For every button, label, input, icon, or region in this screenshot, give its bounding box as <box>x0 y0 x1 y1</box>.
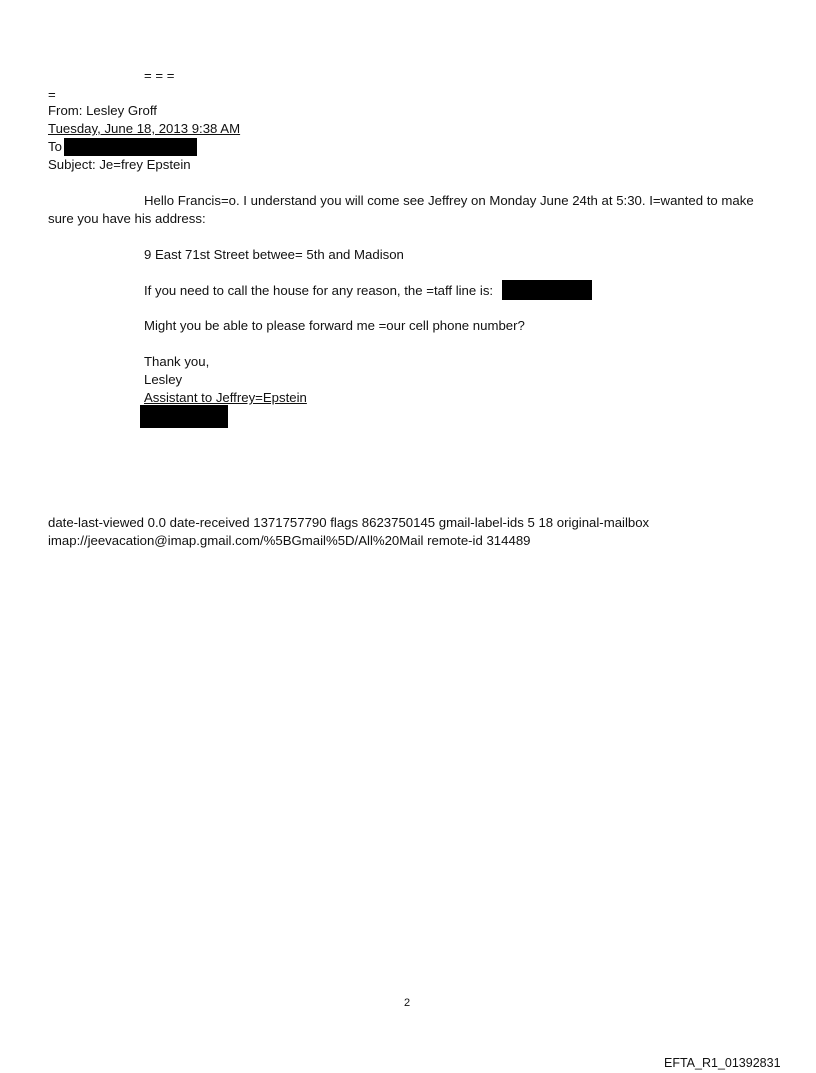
request-line: Might you be able to please forward me =our cell phone number? <box>144 318 525 333</box>
metadata-line-2: imap://jeevacation@imap.gmail.com/%5BGmail%5D/All%20Mail remote-id 314489 <box>48 533 531 548</box>
page-number: 2 <box>404 997 411 1009</box>
redaction-phone <box>502 280 592 300</box>
signature-title: Assistant to Jeffrey=Epstein <box>144 390 307 405</box>
from-line: From: Lesley Groff <box>48 103 157 118</box>
equals-line: = <box>48 87 56 102</box>
metadata-line-1: date-last-viewed 0.0 date-received 1371757790 flags 8623750145 gmail-label-ids 5 18 original-mailbox <box>48 515 650 530</box>
staff-line: If you need to call the house for any reason, the =taff line is: <box>144 283 494 298</box>
subject-line: Subject: Je=frey Epstein <box>48 157 191 172</box>
document-id: EFTA_R1_01392831 <box>664 1056 781 1070</box>
address-line: 9 East 71st Street betwee= 5th and Madison <box>144 247 404 262</box>
greeting-line-1: Hello Francis=o. I understand you will come see Jeffrey on Monday June 24th at 5:30. I=wanted to make <box>144 193 754 208</box>
greeting-line-2: sure you have his address: <box>48 211 206 226</box>
redaction-signature <box>140 405 228 428</box>
closing-line: Thank you, <box>144 354 210 369</box>
date-line: Tuesday, June 18, 2013 9:38 AM <box>48 121 241 136</box>
separator-line: = = = <box>144 68 175 83</box>
redaction-to <box>64 138 197 156</box>
signature-name: Lesley <box>144 372 183 387</box>
to-label: To <box>48 139 62 154</box>
